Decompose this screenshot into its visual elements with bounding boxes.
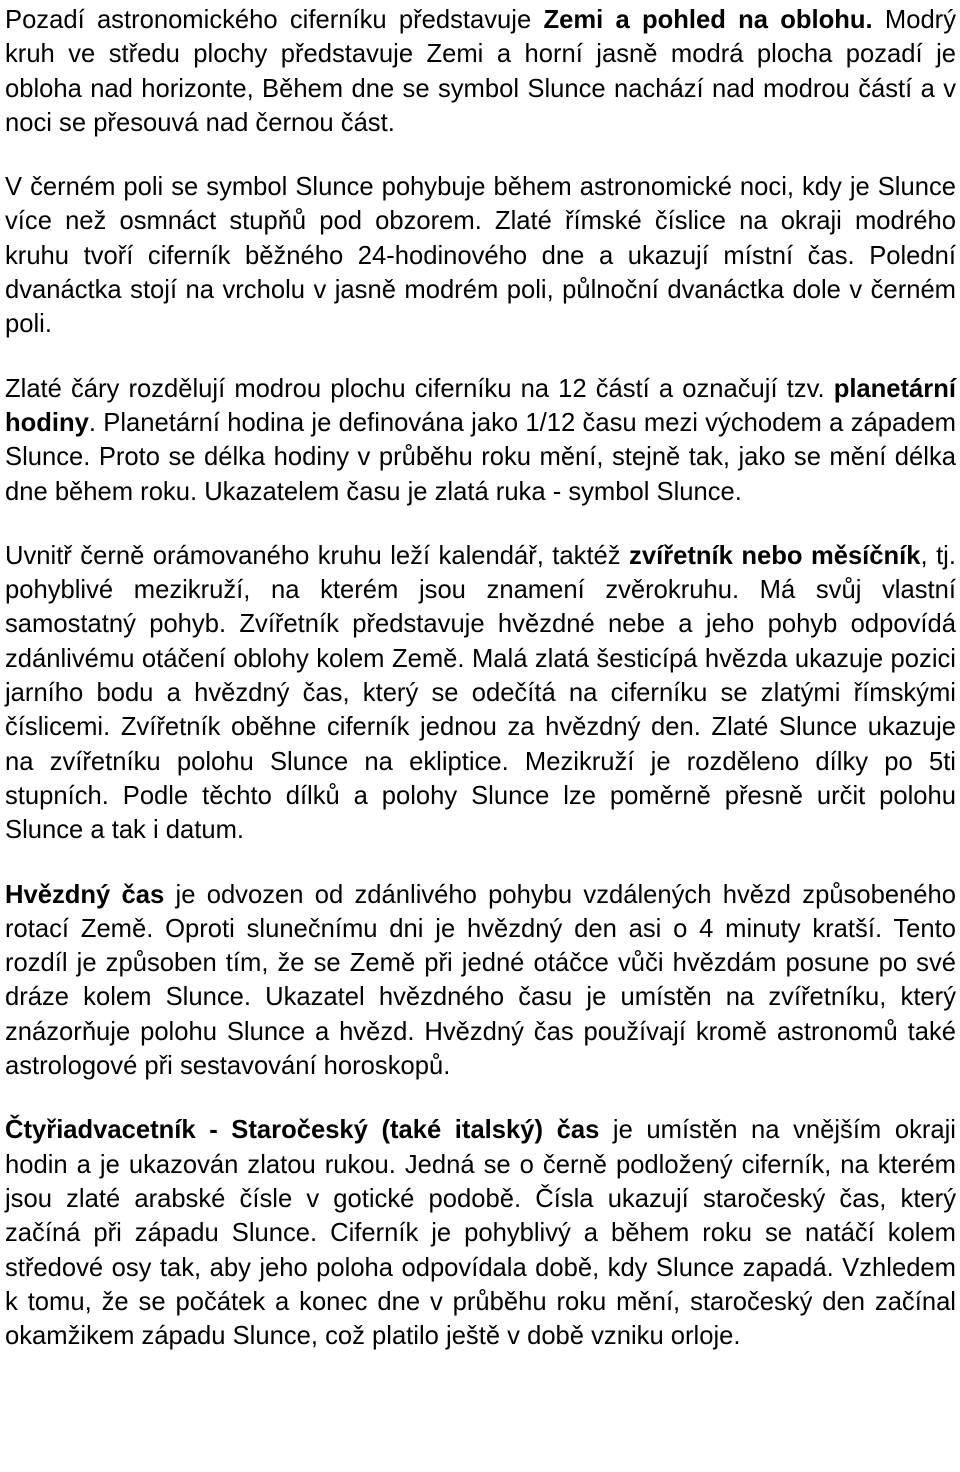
paragraph-astronomical-background: [5, 3, 956, 140]
text-segment: Zlaté čáry rozdělují modrou plochu ciferníku na 12 částí a označují tzv.: [5, 374, 834, 403]
paragraph-zodiac: [5, 539, 956, 848]
document-body: [5, 3, 956, 1353]
bold-text-segment: Zemi a pohled na oblohu.: [543, 6, 873, 34]
bold-text-segment: planetární hodiny: [5, 374, 956, 437]
text-segment: , tj. pohyblivé mezikruží, na kterém jsou znamení zvěrokruhu. Má svůj vlastní samostatný pohyb. Zvířetník představuje hvězdné nebe a jeho pohyb odpovídá zdánlivému otáčení oblohy kolem Země. Malá zlatá šesticípá hvězda ukazuje pozici jarního bodu a hvězdný čas, který se odečítá na ciferníku se zlatými římskými číslicemi. Zvířetník oběhne ciferník jednou za hvězdný den. Zlaté Slunce ukazuje na zvířetníku polohu Slunce na ekliptice. Mezikruží je rozděleno dílky po 5ti stupních. Podle těchto dílků a polohy Slunce lze poměrně přesně určit polohu Slunce a tak i datum.: [5, 541, 956, 845]
bold-text-segment: Hvězdný čas: [5, 880, 165, 909]
bold-text-segment: zvířetník nebo měsíčník: [629, 541, 921, 570]
text-segment: V černém poli se symbol Slunce pohybuje během astronomické noci, kdy je Slunce více než osmnáct stupňů pod obzorem. Zlaté římské číslice na okraji modrého kruhu tvoří ciferník běžného 24-hodinového dne a ukazují místní čas. Polední dvanáctka stojí na vrcholu v jasně modrém poli, půlnoční dvanáctka dole v černém poli.: [5, 173, 956, 339]
paragraph-black-field: [5, 170, 956, 341]
text-segment: je umístěn na vnějším okraji hodin a je ukazován zlatou rukou. Jedná se o černě podložený ciferník, na kterém jsou zlaté arabské čísle v gotické podobě. Čísla ukazují staročeský čas, který začíná při západu Slunce. Ciferník je pohyblivý a během roku se natáčí kolem středové osy tak, aby jeho poloha odpovídala době, kdy Slunce zapadá. Vzhledem k tomu, že se počátek a konec dne v průběhu roku mění, staročeský den začínal okamžikem západu Slunce, což platilo ještě v době vzniku orloje.: [5, 1116, 956, 1351]
paragraph-planetary-hours: [5, 372, 956, 509]
text-segment: Pozadí astronomického ciferníku představuje: [5, 6, 544, 34]
paragraph-sidereal-time: [5, 878, 956, 1084]
bold-text-segment: Čtyřiadvacetník - Staročeský (také italský) čas: [5, 1116, 600, 1145]
paragraph-old-bohemian-time: [5, 1113, 956, 1353]
text-segment: Uvnitř černě orámovaného kruhu leží kalendář, taktéž: [5, 541, 630, 570]
text-segment: . Planetární hodina je definována jako 1/12 času mezi východem a západem Slunce. Proto se délka hodiny v průběhu roku mění, stejně tak, jako se mění délka dne během roku. Ukazatelem času je zlatá ruka - symbol Slunce.: [5, 408, 956, 506]
text-segment: je odvozen od zdánlivého pohybu vzdálených hvězd způsobeného rotací Země. Oproti slunečnímu dni je hvězdný den asi o 4 minuty kratší. Tento rozdíl je způsoben tím, že se Země při jedné otáčce vůči hvězdám posune po své dráze kolem Slunce. Ukazatel hvězdného času je umístěn na zvířetníku, který znázorňuje polohu Slunce a hvězd. Hvězdný čas používají kromě astronomů také astrologové při sestavování horoskopů.: [5, 880, 956, 1081]
text-segment: Modrý kruh ve středu plochy představuje Zemi a horní jasně modrá plocha pozadí je obloha nad horizonte, Během dne se symbol Slunce nachází nad modrou částí a v noci se přesouvá nad černou část.: [5, 6, 956, 137]
